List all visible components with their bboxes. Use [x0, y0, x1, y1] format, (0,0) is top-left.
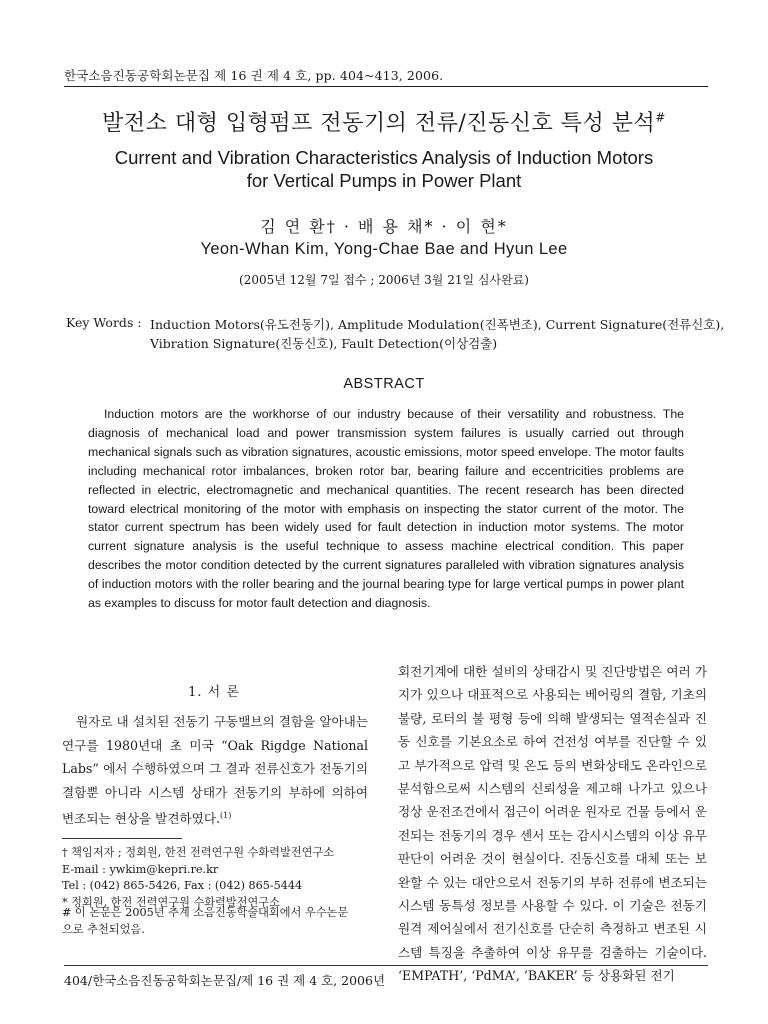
keywords-line-1: Induction Motors(유도전동기), Amplitude Modulation(진폭변조), Current Signature(전류신호),	[150, 317, 725, 332]
title-english	[40, 146, 728, 192]
page-footer: 404/한국소음진동공학회논문집/제 16 권 제 4 호, 2006년	[64, 973, 386, 988]
footnote-line: * 정회원, 한전 전력연구원 수화력발전연구소	[62, 895, 280, 909]
authors-korean: 김 연 환† · 배 용 채* · 이 현*	[260, 217, 508, 236]
journal-header: 한국소음진동공학회논문집 제 16 권 제 4 호, pp. 404~413, 2006.	[64, 68, 444, 83]
abstract-body	[88, 405, 684, 613]
reference-marker: (1)	[220, 811, 232, 820]
footnote-line: † 책임저자 ; 정회원, 한전 전력연구원 수화력발전연구소	[62, 846, 335, 859]
title-english-line-2: for Vertical Pumps in Power Plant	[246, 170, 522, 191]
title-english-line-1: Current and Vibration Characteristics Analysis of Induction Motors	[114, 147, 654, 168]
abstract-heading: ABSTRACT	[343, 376, 425, 392]
title-korean-text: 발전소 대형 입형펌프 전동기의 전류/진동신호 특성 분석	[102, 111, 656, 136]
section-heading-introduction: 1. 서 론	[188, 685, 240, 700]
left-column-text	[62, 710, 368, 831]
award-footnote	[62, 905, 348, 938]
footnote-line: E-mail : ywkim@kepri.re.kr	[62, 862, 219, 876]
keywords-label: Key Words :	[66, 315, 142, 330]
title-footnote-mark: #	[655, 110, 666, 125]
footer-divider	[64, 965, 708, 966]
right-column-text	[398, 660, 707, 988]
footnote-line: 으로 추천되었음.	[62, 922, 145, 936]
abstract-paragraph: Induction motors are the workhorse of our industry because of their versatility and robustness. The diagnosis of mechanical load and power transmission system failures is usually carried out through mechanical signals such as vibration signatures, acoustic emissions, motor speed envelope. The motor faults including mechanical rotor imbalances, broken rotor bar, bearing failure and eccentricities problems are reflected in electric, electromagnetic and mechanical quantities. The recent research has been directed toward electrical monitoring of the motor with emphasis on inspecting the stator current of the motor. The stator current spectrum has been widely used for fault detection in induction motor systems. The motor current signature analysis is the useful technique to assess machine electrical condition. This paper describes the motor condition detected by the current signatures paralleled with vibration signatures analysis of induction motors with the roller bearing and the journal bearing type for large vertical pumps in power plant as examples to discuss for motor fault detection and diagnosis.	[88, 407, 684, 611]
footnote-divider	[62, 838, 182, 839]
intro-paragraph	[62, 710, 368, 831]
intro-paragraph-text: 원자로 내 설치된 전동기 구동밸브의 결함을 알아내는 연구를 1980년대 초 미국 “Oak Rigdge National Labs” 에서 수행하였으며 그 결과 전류신호가 전동기의 결함뿐 아니라 시스템 상태가 전동기의 부하에 의하여 변조되는 현상을 발견하였다.	[62, 714, 368, 827]
keywords-line-2: Vibration Signature(진동신호), Fault Detection(이상검출)	[150, 336, 498, 351]
submission-dates: (2005년 12월 7일 접수 ; 2006년 3월 21일 심사완료)	[239, 273, 529, 287]
footnote-line: # 이 논문은 2005년 추계 소음진동학술대회에서 우수논문	[62, 906, 349, 919]
footnote-line: Tel : (042) 865-5426, Fax : (042) 865-5444	[62, 879, 303, 892]
right-paragraph: 회전기계에 대한 설비의 상태감시 및 진단방법은 여러 가지가 있으나 대표적으로 사용되는 베어링의 결함, 기초의 불량, 로터의 불 평형 등에 의해 발생되는 열적손실과 진동 신호를 기본요소로 하여 건전성 여부를 진단할 수 있고 부가적으로 압력 및 온도 등의 변화상태도 온라인으로 분석함으로써 시스템의 신뢰성을 제고해 나가고 있으나 정상 운전조건에서 접근이 어려운 원자로 건물 등에서 운전되는 전동기의 경우 센서 또는 감시시스템의 이상 유무 판단이 어려운 것이 현실이다. 진동신호를 대체 또는 보완할 수 있는 대안으로서 전동기의 부하 전류에 변조되는 시스템 동특성 정보를 사용할 수 있다. 이 기술은 전동기 원격 제어실에서 전기신호를 단순히 측정하고 변조된 시스템 특징을 추출하여 이상 유무를 검출하는 기술이다. ‘EMPATH’, ‘PdMA’, ‘BAKER’ 등 상용화된 전기	[398, 664, 707, 984]
header-divider	[64, 86, 708, 87]
authors-english: Yeon-Whan Kim, Yong-Chae Bae and Hyun Lee	[200, 240, 568, 258]
author-footnotes	[62, 845, 334, 911]
title-korean	[0, 106, 768, 137]
